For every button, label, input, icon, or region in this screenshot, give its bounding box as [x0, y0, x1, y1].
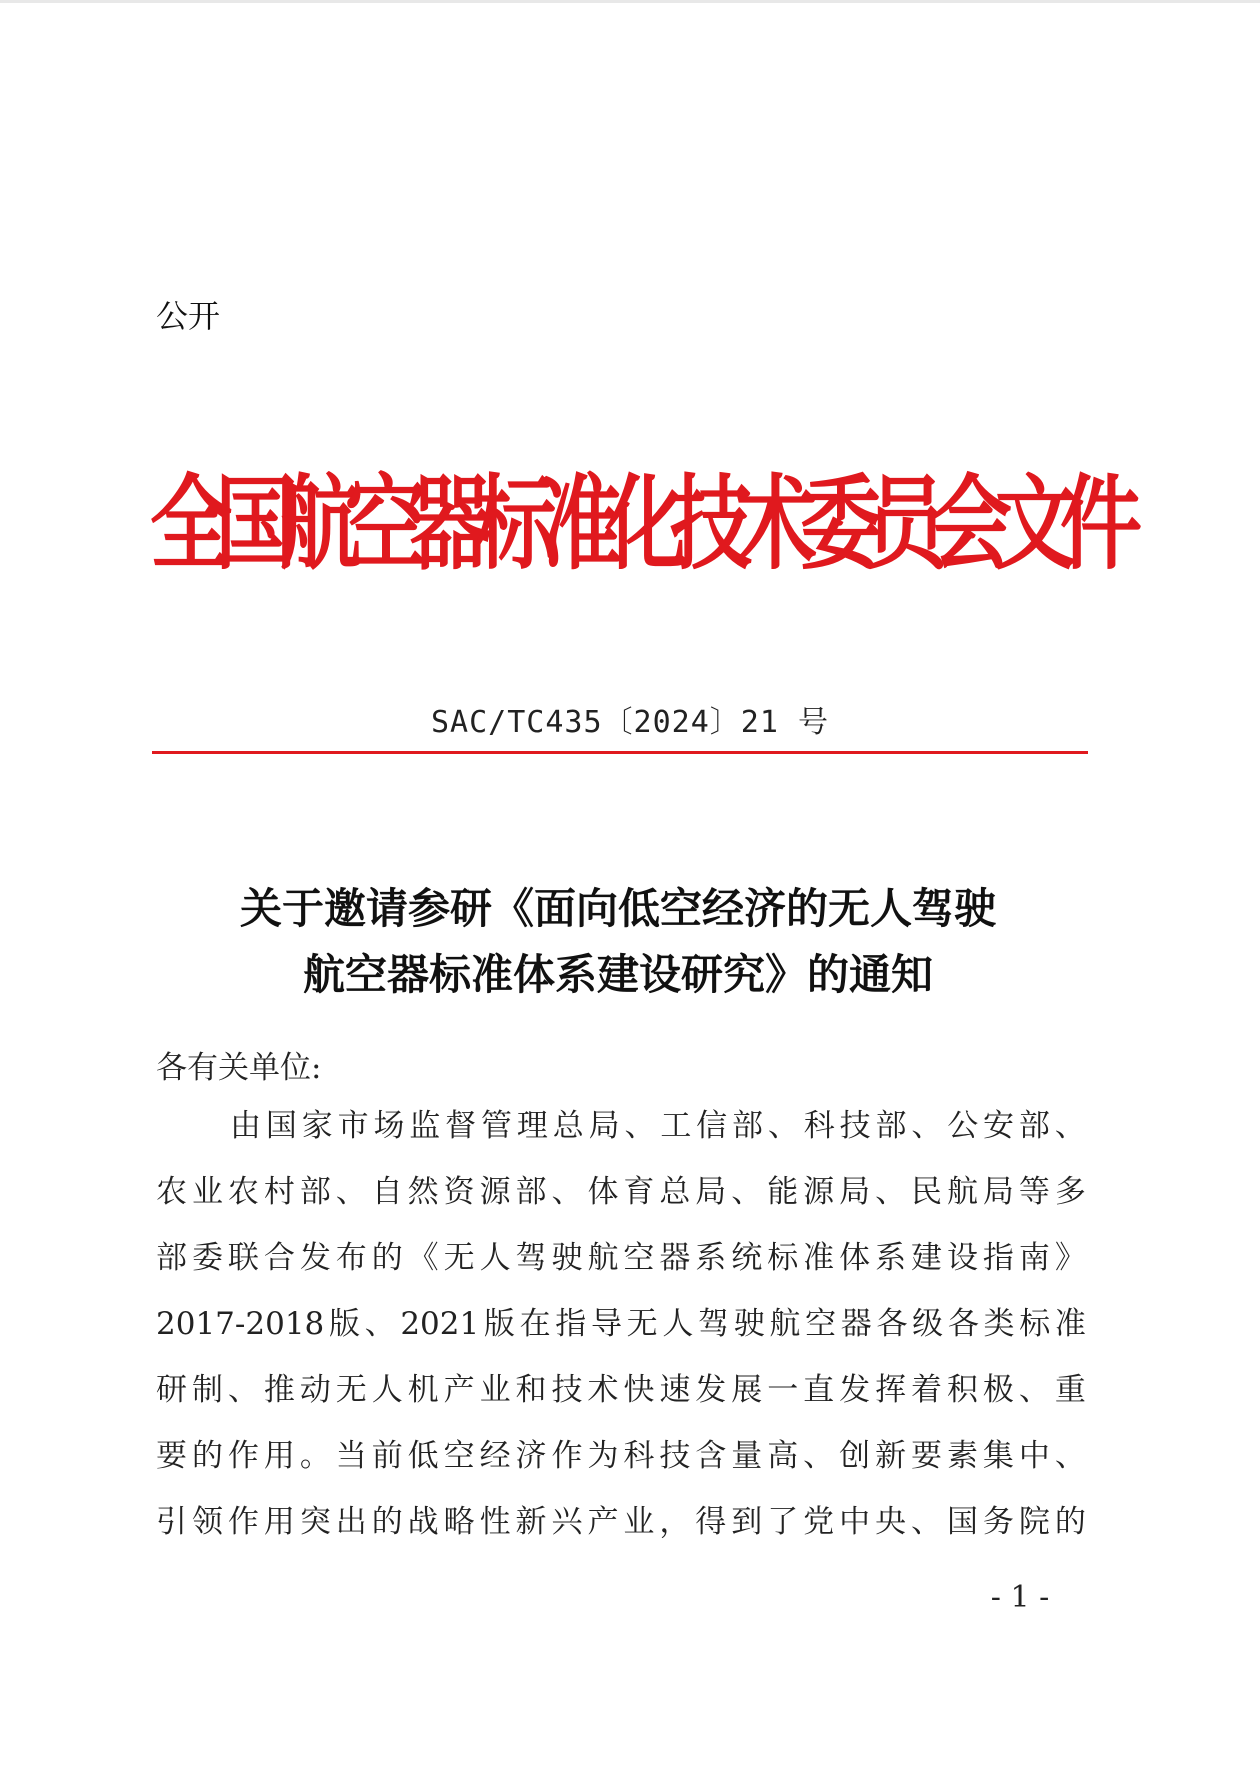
- body-glyph: 、: [1018, 1372, 1050, 1408]
- body-glyph: 济: [515, 1438, 547, 1474]
- body-glyph: 部: [156, 1240, 187, 1276]
- body-glyph: 重: [1054, 1372, 1086, 1408]
- body-glyph: 总: [552, 1108, 584, 1144]
- body-glyph: 技: [839, 1108, 871, 1144]
- body-glyph: 术: [587, 1372, 619, 1408]
- body-glyph: 信: [696, 1108, 728, 1144]
- body-glyph: 标: [1019, 1306, 1051, 1342]
- body-glyph: 、: [803, 1438, 835, 1474]
- body-glyph: 业: [191, 1174, 223, 1210]
- body-glyph: 工: [660, 1108, 692, 1144]
- body-glyph: 家: [301, 1108, 333, 1144]
- body-glyph: 《: [407, 1240, 439, 1276]
- masthead-char: 术: [735, 465, 818, 584]
- body-glyph: 用: [263, 1504, 295, 1540]
- body-glyph: 驾: [515, 1240, 547, 1276]
- body-glyph: 兴: [551, 1504, 583, 1540]
- masthead-char: 文: [995, 465, 1078, 584]
- body-glyph: 各: [947, 1306, 979, 1342]
- body-glyph: 制: [191, 1372, 223, 1408]
- masthead-char: 会: [930, 465, 1013, 584]
- body-glyph: 机: [407, 1372, 439, 1408]
- page-number: - 1 -: [990, 1580, 1050, 1615]
- body-glyph: 资: [443, 1174, 475, 1210]
- body-glyph: 民: [911, 1174, 943, 1210]
- body-glyph: 指: [555, 1306, 587, 1342]
- body-glyph: 产: [443, 1372, 475, 1408]
- body-glyph: 党: [803, 1504, 835, 1540]
- body-glyph: 指: [982, 1240, 1014, 1276]
- body-glyph: 、: [364, 1306, 396, 1342]
- body-glyph: 为: [587, 1438, 619, 1474]
- body-glyph: 管: [481, 1108, 513, 1144]
- masthead-char: 标: [475, 465, 558, 584]
- body-glyph: 场: [373, 1108, 405, 1144]
- body-glyph: 源: [803, 1174, 835, 1210]
- body-glyph: 村: [263, 1174, 295, 1210]
- body-glyph: 驶: [551, 1240, 583, 1276]
- body-glyph: 人: [479, 1240, 511, 1276]
- body-glyph: 统: [731, 1240, 763, 1276]
- body-glyph: 公: [947, 1108, 979, 1144]
- body-glyph: 新: [875, 1438, 907, 1474]
- body-glyph: 部: [1018, 1108, 1050, 1144]
- body-glyph: 量: [731, 1438, 763, 1474]
- body-glyph: 展: [731, 1372, 763, 1408]
- body-glyph: 督: [445, 1108, 477, 1144]
- body-glyph: 当: [335, 1438, 367, 1474]
- body-paragraph: [156, 1104, 1086, 1566]
- body-glyph: 的: [1054, 1504, 1086, 1540]
- body-glyph: 新: [515, 1504, 547, 1540]
- body-glyph: 理: [516, 1108, 548, 1144]
- body-glyph: 略: [443, 1504, 475, 1540]
- body-glyph: 集: [982, 1438, 1014, 1474]
- body-glyph: 着: [911, 1372, 943, 1408]
- body-glyph: 极: [982, 1372, 1014, 1408]
- body-glyph: 无: [443, 1240, 475, 1276]
- body-glyph: 央: [875, 1504, 907, 1540]
- body-glyph: 版: [328, 1306, 360, 1342]
- body-glyph: 国: [265, 1108, 297, 1144]
- body-glyph: 一: [767, 1372, 799, 1408]
- body-glyph: 航: [946, 1174, 978, 1210]
- body-line: [156, 1302, 1086, 1368]
- body-glyph: 国: [946, 1504, 978, 1540]
- body-glyph: 航: [769, 1306, 801, 1342]
- body-glyph: 。: [299, 1438, 331, 1474]
- body-glyph: 无: [626, 1306, 658, 1342]
- body-glyph: 、: [227, 1372, 259, 1408]
- body-glyph: 的: [371, 1504, 403, 1540]
- body-glyph: 合: [263, 1240, 295, 1276]
- body-glyph: 研: [156, 1372, 187, 1408]
- body-glyph: 用: [263, 1438, 295, 1474]
- body-glyph: 部: [299, 1174, 331, 1210]
- body-glyph: 驾: [698, 1306, 730, 1342]
- body-glyph: 含: [695, 1438, 727, 1474]
- body-line: [156, 1170, 1086, 1236]
- body-glyph: 动: [299, 1372, 331, 1408]
- body-glyph: 了: [767, 1504, 799, 1540]
- body-glyph: 源: [479, 1174, 511, 1210]
- body-glyph: 发: [299, 1240, 331, 1276]
- body-glyph: 由: [230, 1108, 261, 1144]
- body-glyph: 技: [659, 1438, 691, 1474]
- body-glyph: 、: [1054, 1438, 1086, 1474]
- body-glyph: 人: [371, 1372, 403, 1408]
- body-glyph: 的: [191, 1438, 223, 1474]
- body-glyph: 发: [695, 1372, 727, 1408]
- body-glyph: 委: [191, 1240, 223, 1276]
- body-glyph: 高: [767, 1438, 799, 1474]
- body-glyph: 、: [911, 1108, 943, 1144]
- body-glyph: 、: [911, 1504, 943, 1540]
- body-glyph: 创: [839, 1438, 871, 1474]
- body-glyph: 、: [767, 1108, 799, 1144]
- body-glyph: 作: [551, 1438, 583, 1474]
- masthead-char: 件: [1060, 465, 1143, 584]
- body-glyph: 联: [227, 1240, 259, 1276]
- body-glyph: 空: [805, 1306, 837, 1342]
- body-glyph: 监: [409, 1108, 441, 1144]
- body-glyph: 南: [1018, 1240, 1050, 1276]
- body-glyph: 要: [156, 1438, 187, 1474]
- body-glyph: 在: [519, 1306, 551, 1342]
- document-title: [150, 876, 1086, 1008]
- masthead-char: 化: [605, 465, 688, 584]
- body-glyph: 务: [982, 1504, 1014, 1540]
- body-glyph: 积: [946, 1372, 978, 1408]
- body-glyph: 空: [623, 1240, 655, 1276]
- body-glyph: 领: [191, 1504, 223, 1540]
- body-glyph: 建: [911, 1240, 943, 1276]
- body-glyph: 局: [839, 1174, 871, 1210]
- body-line: [156, 1500, 1086, 1566]
- body-glyph: 局: [982, 1174, 1014, 1210]
- body-glyph: 器: [659, 1240, 691, 1276]
- body-glyph: 标: [767, 1240, 799, 1276]
- body-glyph: 发: [839, 1372, 871, 1408]
- body-glyph: 版: [483, 1306, 515, 1342]
- body-glyph: 设: [946, 1240, 978, 1276]
- body-glyph: 2021: [400, 1306, 480, 1342]
- body-glyph: 各: [876, 1306, 908, 1342]
- body-line: [156, 1104, 1086, 1170]
- body-glyph: 等: [1018, 1174, 1050, 1210]
- body-glyph: 作: [227, 1438, 259, 1474]
- body-glyph: 和: [515, 1372, 547, 1408]
- body-glyph: 快: [623, 1372, 655, 1408]
- body-glyph: 类: [983, 1306, 1015, 1342]
- masthead-char: 航: [280, 465, 363, 584]
- body-glyph: 航: [587, 1240, 619, 1276]
- body-glyph: 能: [767, 1174, 799, 1210]
- body-glyph: 局: [695, 1174, 727, 1210]
- body-glyph: 人: [662, 1306, 694, 1342]
- body-glyph: 中: [1018, 1438, 1050, 1474]
- body-glyph: 速: [659, 1372, 691, 1408]
- body-glyph: 经: [479, 1438, 511, 1474]
- body-glyph: 育: [623, 1174, 655, 1210]
- body-line: [156, 1434, 1086, 1500]
- body-glyph: 驶: [733, 1306, 765, 1342]
- body-glyph: 推: [263, 1372, 295, 1408]
- masthead-char: 员: [865, 465, 948, 584]
- body-glyph: 的: [371, 1240, 403, 1276]
- body-glyph: 突: [299, 1504, 331, 1540]
- masthead-char: 全: [150, 465, 233, 584]
- body-glyph: 前: [371, 1438, 403, 1474]
- body-glyph: 产: [587, 1504, 619, 1540]
- body-glyph: 业: [623, 1504, 655, 1540]
- body-glyph: 无: [335, 1372, 367, 1408]
- body-glyph: 器: [840, 1306, 872, 1342]
- body-glyph: 挥: [875, 1372, 907, 1408]
- body-line: [156, 1368, 1086, 1434]
- body-glyph: ，: [659, 1504, 691, 1540]
- masthead-char: 准: [540, 465, 623, 584]
- body-glyph: 系: [695, 1240, 727, 1276]
- body-glyph: 素: [946, 1438, 978, 1474]
- body-glyph: 多: [1054, 1174, 1086, 1210]
- body-glyph: 、: [551, 1174, 583, 1210]
- body-glyph: 技: [551, 1372, 583, 1408]
- body-glyph: 要: [911, 1438, 943, 1474]
- masthead-char: 委: [800, 465, 883, 584]
- body-glyph: 作: [227, 1504, 259, 1540]
- masthead-char: 空: [345, 465, 428, 584]
- body-glyph: 市: [337, 1108, 369, 1144]
- body-glyph: 导: [590, 1306, 622, 1342]
- body-glyph: 、: [624, 1108, 656, 1144]
- masthead-char: 国: [215, 465, 298, 584]
- body-glyph: 空: [443, 1438, 475, 1474]
- body-glyph: 农: [227, 1174, 259, 1210]
- body-glyph: 系: [875, 1240, 907, 1276]
- body-glyph: 部: [515, 1174, 547, 1210]
- body-glyph: 农: [156, 1174, 187, 1210]
- body-glyph: 》: [1054, 1240, 1086, 1276]
- body-glyph: 然: [407, 1174, 439, 1210]
- body-glyph: 低: [407, 1438, 439, 1474]
- body-line: [156, 1236, 1086, 1302]
- body-glyph: 、: [875, 1174, 907, 1210]
- document-title-line-1: 关于邀请参研《面向低空经济的无人驾驶: [239, 884, 996, 933]
- body-glyph: 性: [479, 1504, 511, 1540]
- masthead-char: 技: [670, 465, 753, 584]
- body-glyph: 业: [479, 1372, 511, 1408]
- body-glyph: 中: [839, 1504, 871, 1540]
- body-glyph: 准: [1054, 1306, 1086, 1342]
- body-glyph: 到: [731, 1504, 763, 1540]
- masthead-char: 器: [410, 465, 493, 584]
- body-glyph: 自: [371, 1174, 403, 1210]
- body-glyph: 安: [983, 1108, 1015, 1144]
- body-glyph: 2017-2018: [156, 1306, 325, 1342]
- body-glyph: 直: [803, 1372, 835, 1408]
- body-glyph: 引: [156, 1504, 187, 1540]
- body-glyph: 、: [731, 1174, 763, 1210]
- body-glyph: 部: [732, 1108, 764, 1144]
- body-glyph: 局: [588, 1108, 620, 1144]
- body-glyph: 得: [695, 1504, 727, 1540]
- body-glyph: 准: [803, 1240, 835, 1276]
- body-glyph: 科: [623, 1438, 655, 1474]
- body-glyph: 出: [335, 1504, 367, 1540]
- body-glyph: 战: [407, 1504, 439, 1540]
- document-title-line-2: 航空器标准体系建设研究》的通知: [302, 950, 933, 999]
- classification-label: 公开: [156, 297, 221, 335]
- body-glyph: 总: [659, 1174, 691, 1210]
- red-separator-rule: [152, 751, 1088, 754]
- document-number: SAC/TC435〔2024〕21 号: [431, 705, 829, 740]
- body-glyph: 院: [1018, 1504, 1050, 1540]
- masthead-title: [150, 444, 1143, 607]
- salutation: 各有关单位:: [156, 1050, 322, 1086]
- body-glyph: 布: [335, 1240, 367, 1276]
- body-glyph: 级: [912, 1306, 944, 1342]
- body-glyph: 体: [587, 1174, 619, 1210]
- body-glyph: 部: [875, 1108, 907, 1144]
- body-glyph: 、: [1054, 1108, 1086, 1144]
- body-glyph: 科: [803, 1108, 835, 1144]
- body-glyph: 、: [335, 1174, 367, 1210]
- body-glyph: 体: [839, 1240, 871, 1276]
